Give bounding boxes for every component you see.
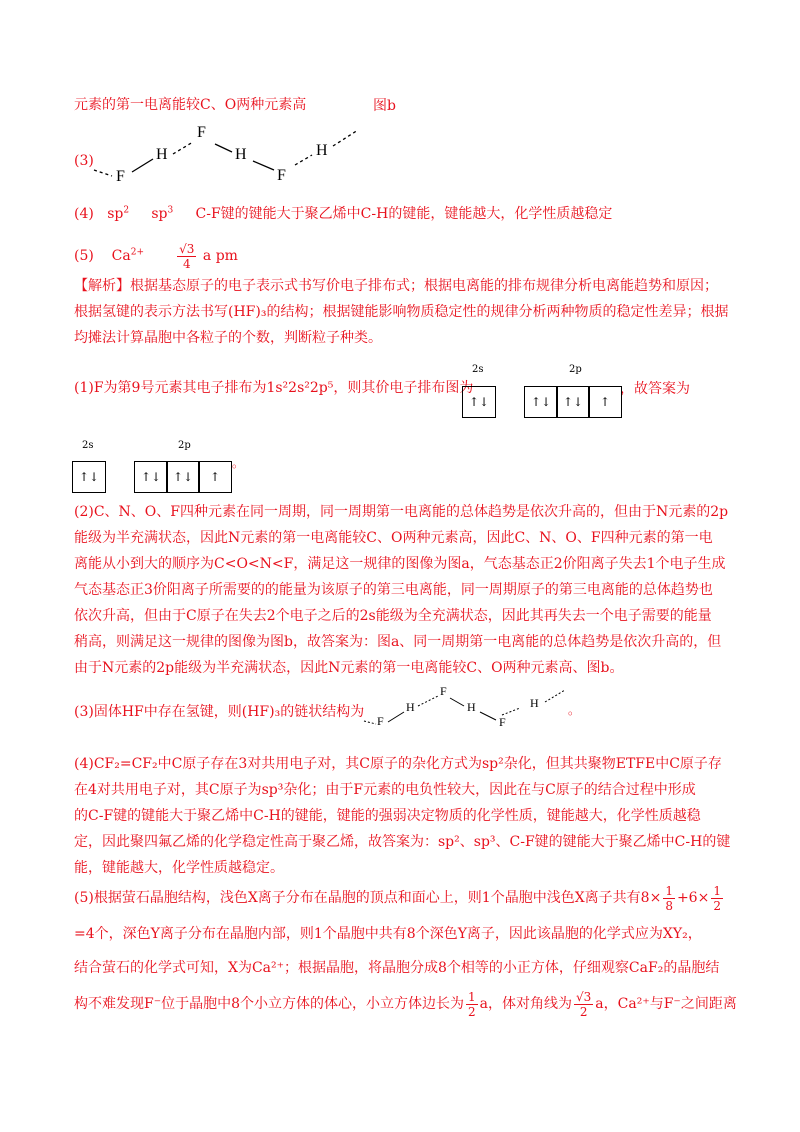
fraction-numerator: 1 [468,989,476,1004]
ans5-number: (5) [74,248,94,264]
fraction-one-eighth [663,884,675,913]
ans2-tail-text [74,95,306,115]
orbital-2p-label: 2p [178,440,191,451]
q1-text-b: ，故答案为 [620,381,690,397]
fraction-denominator: 2 [579,1004,588,1019]
orbital-2p-box: ↑↓ [134,461,168,493]
atom-h: H [467,700,476,714]
q2-line-3: 离能从小到大的顺序为C<O<N<F，满足这一规律的图像为图a，气态基态正2价阳离子失去1个电子生成 [74,556,726,572]
analysis-line-2: 根据氢键的表示方法书写(HF)₃的结构；根据键能影响物质稳定性的规律分析两种物质的稳定性差异；根据 [74,304,729,320]
q5-text-4a: 构不难发现F⁻位于晶胞中8个小立方体的体心，小立方体边长为 [74,996,465,1012]
figure-b-label: 图b [373,98,396,114]
fraction-denominator: 2 [468,1004,476,1019]
atom-f: F [277,167,286,184]
ans5-line [74,240,238,272]
analysis-line-3: 均摊法计算晶胞中各粒子的个数，判断粒子种类。 [74,330,382,346]
atom-h: H [156,146,168,163]
ans2-tail: 元素的第一电离能较C、O两种元素高 [74,97,307,113]
q3-period: 。 [568,703,581,717]
fraction-numerator: √3 [576,989,592,1004]
q5-plus: +6× [676,890,710,906]
atom-f: F [116,168,125,185]
q5-text-4c: ，Ca²⁺与F⁻之间距离 [603,996,737,1012]
q5-line-4 [74,986,737,1022]
q4-line-1: (4)CF₂=CF₂中C原子存在3对共用电子对，其C原子的杂化方式为sp²杂化，但其共聚物ETFE中C原子存 [74,756,722,772]
atom-h: H [235,146,247,163]
ans4-reason: C-F键的键能大于聚乙烯中C-H的键能，键能越大，化学性质越稳定 [195,206,613,222]
atom-f: F [197,124,206,141]
orbital-2p-box: ↑↓ [556,386,590,418]
q4-line-4: 定，因此聚四氟乙烯的化学稳定性高于聚乙烯，故答案为：sp²、sp³、C-F键的键能大于聚乙烯中C-H的键 [74,834,731,850]
orbital-2p-box: ↑ [198,461,232,493]
q5-text-4b: ，体对角线为 [488,996,573,1012]
q4-line-3: 的C-F键的键能大于聚乙烯中C-H的键能，键能的强弱决定物质的化学性质，键能越大，化学性质越稳 [74,808,701,824]
sp-label: sp [107,206,124,222]
fraction-numerator: √3 [179,241,195,256]
atom-h: H [530,696,539,710]
variable-a: a [479,996,489,1012]
fraction-denominator: 2 [713,898,721,913]
q5-line-2: =4个，深色Y离子分布在晶胞内部，则1个晶胞中共有8个深色Y离子，因此该晶胞的化学式应为XY₂， [74,926,702,942]
sqrt3-over-4-fraction [177,242,196,271]
ans4-line [74,204,612,224]
ans3-number: (3) [74,153,94,169]
ans4-number: (4) [74,206,94,222]
orbital-2p-box: ↑↓ [524,386,558,418]
q2-line-2: 能级为半充满状态，因此N元素的第一电离能较C、O两种元素高，因此C、N、O、F四种元素的第一电 [74,530,713,546]
q3-text: (3)固体HF中存在氢键，则(HF)₃的链状结构为 [74,704,365,720]
atom-h: H [406,700,415,714]
orbital-2s-box: ↑↓ [72,461,106,493]
orbital-2s-label: 2s [82,440,94,451]
orbital-2p-box: ↑↓ [166,461,200,493]
orbital-2s-box: ↑↓ [462,386,496,418]
sp3-exponent: 3 [167,205,174,216]
q2-line-6: 稍高，则满足这一规律的图像为图b，故答案为：图a、同一周期第一电离能的总体趋势是依次升高的，但 [74,634,722,650]
fraction-one-half [711,884,723,913]
atom-f: F [440,684,447,698]
orbital-period: 。 [232,456,245,470]
hf-chain-structure [90,118,380,193]
fraction-sqrt3-over-2 [574,990,593,1019]
q5-text-1: (5)根据萤石晶胞结构，浅色X离子分布在晶胞的顶点和面心上，则1个晶胞中浅色X离子共有8× [74,890,662,906]
q2-line-5: 依次升高，但由于C原子在失去2个电子之后的2s能级为全充满状态，因此其再失去一个电子需要的能量 [74,608,712,624]
sp2-exponent: 2 [123,205,130,216]
ans5-unit: a pm [202,248,238,264]
ion-charge: 2+ [130,247,144,258]
atom-h: H [316,142,328,159]
analysis-line-1: 【解析】根据基态原子的电子表示式书写价电子排布式；根据电离能的排布规律分析电离能趋势和原因； [74,278,718,294]
orbital-2p-label: 2p [569,364,582,375]
fraction-denominator: 4 [182,256,191,271]
q2-line-4: 气态基态正3价阳离子所需要的的能量为该原子的第三电离能，同一周期原子的第三电离能的总体趋势也 [74,582,713,598]
fraction-half [466,990,478,1019]
sp-label: sp [151,206,168,222]
q2-line-7: 由于N元素的2p能级为半充满状态，因此N元素的第一电离能较C、O两种元素高、图b。 [74,660,624,676]
orbital-2p-box: ↑ [588,386,622,418]
variable-a: a [595,996,604,1012]
q5-line-1 [74,880,725,916]
ion-ca: Ca [111,248,131,264]
q5-line-3: 结合萤石的化学式可知，X为Ca²⁺；根据晶胞，将晶胞分成8个相等的小正方体，仔细观察CaF₂的晶胞结 [74,960,720,976]
fraction-numerator: 1 [665,883,673,898]
hf-chain-structure-small [360,684,570,732]
fraction-denominator: 8 [665,898,673,913]
q4-line-2: 在4对共用电子对，其C原子为sp³杂化；由于F元素的电负性较大，因此在与C原子的结合过程中形成 [74,782,696,798]
atom-f: F [377,714,384,728]
q1-text-a: (1)F为第9号元素其电子排布为1s²2s²2p⁵，则其价电子排布图为 [74,380,474,396]
fraction-numerator: 1 [713,883,721,898]
q2-line-1: (2)C、N、O、F四种元素在同一周期，同一周期第一电离能的总体趋势是依次升高的，但由于N元素的2p [74,504,729,520]
q4-line-5: 能，键能越大，化学性质越稳定。 [74,860,284,876]
atom-f: F [499,715,506,729]
orbital-2s-label: 2s [472,364,484,375]
